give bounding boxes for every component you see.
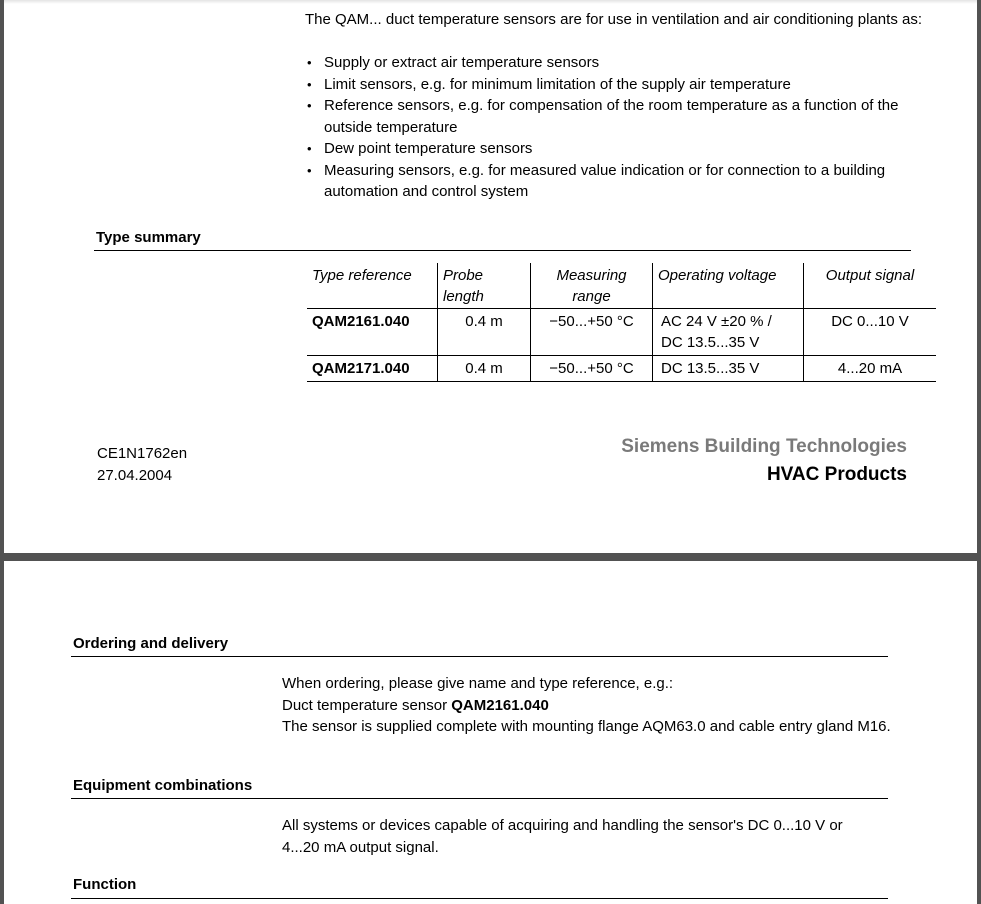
col-operating-voltage: Operating voltage [653, 263, 804, 309]
list-item: • Measuring sensors, e.g. for measured value indication or for connection to a building automation and control system [307, 161, 886, 200]
function-heading: Function [73, 876, 137, 893]
division-name: HVAC Products [766, 464, 907, 485]
bullet-icon: • [307, 98, 312, 113]
ordering-text: When ordering, please give name and type reference, e.g.: Duct temperature sensor QAM2161.040 The sensor is supplied complete with mounting flange AQM63.0 and cable entry gland M16. [282, 675, 891, 735]
list-item: • Supply or extract air temperature sensors [305, 52, 925, 74]
bullet-icon: • [307, 162, 312, 178]
bullet-icon: • [307, 55, 312, 70]
col-output-signal: Output signal [804, 263, 937, 309]
equipment-text: All systems or devices capable of acquiring and handling the sensor's DC 0...10 V or 4...20 mA output signal. [282, 817, 843, 856]
ordering-type-reference: QAM2161.040 [451, 696, 549, 714]
output-signal-cell: DC 0...10 V [804, 309, 937, 356]
table-row [307, 356, 936, 382]
type-summary-table [307, 263, 936, 382]
section-divider [71, 798, 888, 799]
section-divider [71, 656, 888, 657]
bullet-icon: • [307, 141, 312, 156]
document-page-1 [4, 0, 977, 553]
output-signal-cell: 4...20 mA [804, 356, 937, 382]
table-header-row [307, 263, 936, 309]
application-list [305, 52, 925, 203]
measuring-range-cell: −50...+50 °C [531, 309, 653, 356]
equipment-heading: Equipment combinations [73, 777, 253, 794]
intro-paragraph: The QAM... duct temperature sensors are for use in ventilation and air conditioning plants as: [305, 11, 922, 28]
operating-voltage-cell: DC 13.5...35 V [653, 356, 804, 382]
bullet-icon: • [307, 76, 312, 92]
section-divider [94, 250, 911, 251]
list-item: • Reference sensors, e.g. for compensation of the room temperature as a function of the outside temperature [307, 97, 899, 136]
col-probe-length: Probe length [438, 263, 531, 309]
type-summary-heading: Type summary [96, 229, 201, 246]
company-name: Siemens Building Technologies [621, 436, 907, 457]
probe-length-cell: 0.4 m [438, 356, 531, 382]
section-divider [71, 898, 888, 899]
list-item: • Dew point temperature sensors [305, 138, 925, 160]
col-type-reference: Type reference [307, 263, 438, 309]
probe-length-cell: 0.4 m [438, 309, 531, 356]
brand-block [621, 433, 907, 489]
type-reference-cell: QAM2161.040 [307, 309, 438, 356]
document-id: CE1N1762en [97, 445, 188, 462]
list-item: • Limit sensors, e.g. for minimum limitation of the supply air temperature [305, 74, 925, 96]
col-measuring-range: Measuring range [531, 263, 653, 309]
table-row [307, 309, 936, 356]
document-date: 27.04.2004 [97, 466, 173, 484]
document-info [97, 443, 187, 486]
ordering-heading: Ordering and delivery [73, 635, 229, 652]
document-page-2 [4, 561, 977, 904]
operating-voltage-cell: AC 24 V ±20 % / DC 13.5...35 V [653, 309, 804, 356]
measuring-range-cell: −50...+50 °C [531, 356, 653, 382]
type-reference-cell: QAM2171.040 [307, 356, 438, 382]
